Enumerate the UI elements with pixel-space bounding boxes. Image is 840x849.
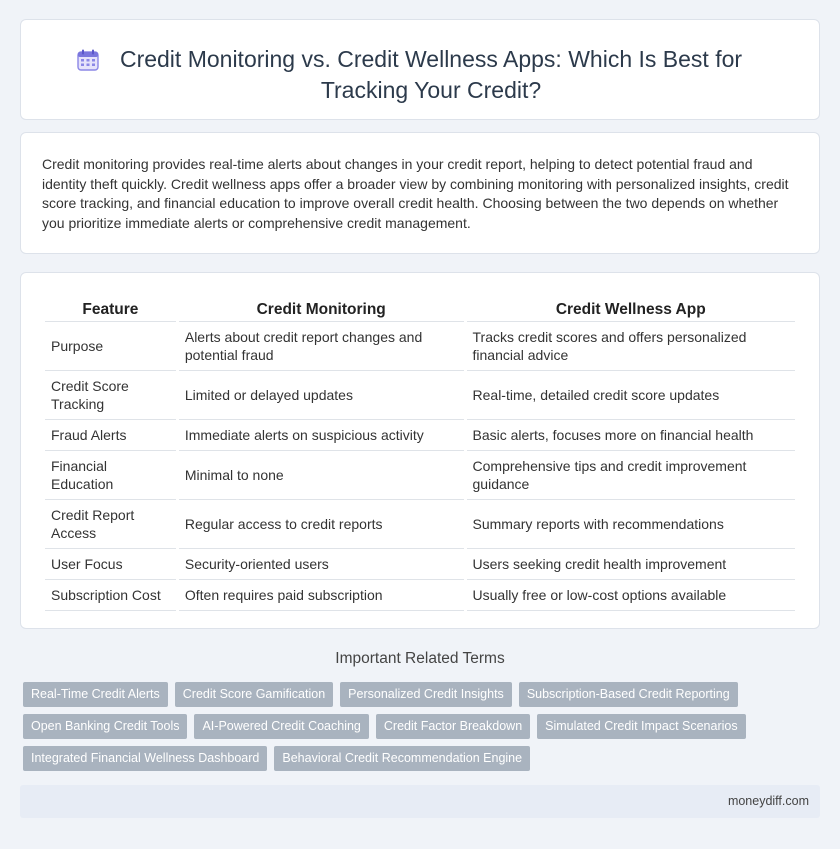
header-card (20, 19, 820, 120)
tag-subscription-based-credit-reporting[interactable]: Subscription-Based Credit Reporting (519, 682, 738, 707)
row-credit-wellness: Tracks credit scores and offers personalized financial advice (467, 322, 795, 371)
comparison-table (42, 293, 798, 611)
table-row (45, 500, 795, 549)
calendar-icon (76, 48, 100, 72)
row-credit-wellness: Real-time, detailed credit score updates (467, 371, 795, 420)
page-title: Credit Monitoring vs. Credit Wellness Apps: Which Is Best for Tracking Your Credit? (119, 46, 743, 103)
row-feature: Credit Score Tracking (45, 371, 176, 420)
table-header-row (45, 293, 795, 322)
header-credit-monitoring: Credit Monitoring (179, 293, 464, 322)
row-credit-wellness: Summary reports with recommendations (467, 500, 795, 549)
row-credit-monitoring: Immediate alerts on suspicious activity (179, 420, 464, 451)
row-credit-monitoring: Alerts about credit report changes and potential fraud (179, 322, 464, 371)
intro-card (20, 132, 820, 254)
related-terms-tags (23, 682, 823, 778)
tag-personalized-credit-insights[interactable]: Personalized Credit Insights (340, 682, 512, 707)
tag-row (23, 714, 823, 739)
footer-bar (20, 785, 820, 818)
title-wrap (21, 44, 819, 106)
row-feature: Subscription Cost (45, 580, 176, 611)
row-feature: Purpose (45, 322, 176, 371)
table-row (45, 580, 795, 611)
row-feature: User Focus (45, 549, 176, 580)
tag-credit-score-gamification[interactable]: Credit Score Gamification (175, 682, 333, 707)
header-credit-wellness-app: Credit Wellness App (467, 293, 795, 322)
row-feature: Fraud Alerts (45, 420, 176, 451)
tag-row (23, 682, 823, 707)
row-feature: Financial Education (45, 451, 176, 500)
footer-site-name[interactable]: moneydiff.com (727, 794, 809, 808)
tag-simulated-credit-impact-scenarios[interactable]: Simulated Credit Impact Scenarios (537, 714, 745, 739)
table-row (45, 322, 795, 371)
header-feature: Feature (45, 293, 176, 322)
tag-integrated-financial-wellness-dashboard[interactable]: Integrated Financial Wellness Dashboard (23, 746, 267, 771)
related-terms-title: Important Related Terms (335, 650, 505, 667)
tag-ai-powered-credit-coaching[interactable]: AI-Powered Credit Coaching (194, 714, 368, 739)
row-credit-wellness: Basic alerts, focuses more on financial health (467, 420, 795, 451)
row-credit-wellness: Comprehensive tips and credit improvement guidance (467, 451, 795, 500)
row-credit-monitoring: Minimal to none (179, 451, 464, 500)
row-credit-monitoring: Security-oriented users (179, 549, 464, 580)
table-row (45, 549, 795, 580)
tag-row (23, 746, 823, 771)
table-row (45, 420, 795, 451)
row-credit-monitoring: Regular access to credit reports (179, 500, 464, 549)
tag-credit-factor-breakdown[interactable]: Credit Factor Breakdown (376, 714, 530, 739)
row-credit-wellness: Usually free or low-cost options available (467, 580, 795, 611)
intro-paragraph: Credit monitoring provides real-time alerts about changes in your credit report, helping to detect potential fraud and identity theft quickly. Credit wellness apps offer a broader view by combining monitoring with personalized insights, credit score tracking, and financial education to improve overall credit health. Choosing between the two depends on whether you prioritize immediate alerts or comprehensive credit management. (42, 156, 789, 231)
row-feature: Credit Report Access (45, 500, 176, 549)
row-credit-monitoring: Limited or delayed updates (179, 371, 464, 420)
row-credit-monitoring: Often requires paid subscription (179, 580, 464, 611)
tag-open-banking-credit-tools[interactable]: Open Banking Credit Tools (23, 714, 187, 739)
tag-real-time-credit-alerts[interactable]: Real-Time Credit Alerts (23, 682, 168, 707)
table-row (45, 451, 795, 500)
row-credit-wellness: Users seeking credit health improvement (467, 549, 795, 580)
comparison-table-card (20, 272, 820, 629)
tag-behavioral-credit-recommendation-engine[interactable]: Behavioral Credit Recommendation Engine (274, 746, 530, 771)
table-row (45, 371, 795, 420)
